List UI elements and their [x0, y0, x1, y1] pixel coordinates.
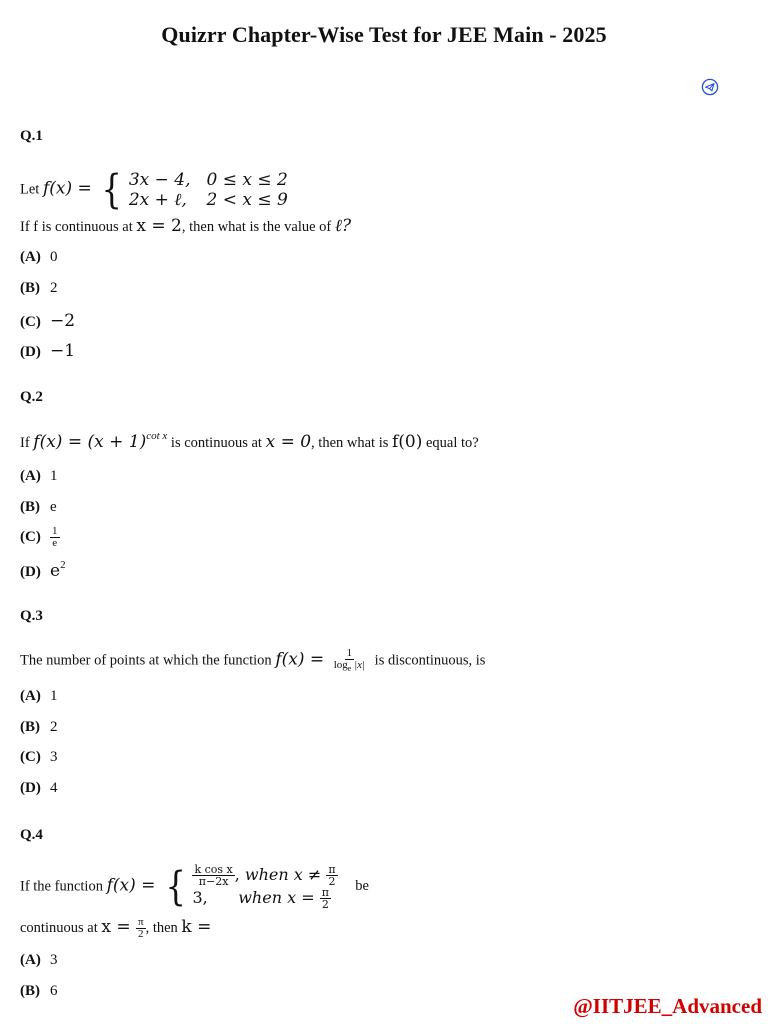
question-text: If $f(x) = (x + 1)^{cot x}$ is continuous at x = 0, then what is f(0) equal to? [20, 430, 479, 452]
brace-symbol: { [165, 864, 186, 910]
option[interactable]: (D) −1 [20, 341, 76, 361]
question-text: If the function f(x) = { $\frac{\text{k cos x}}{\pi-2x}$ , when x ≠ $\frac{\pi}{2}$ 3, when x = $\frac{\pi}{2}$ be [20, 863, 369, 911]
question-text: If f is continuous at x = 2, then what is the value of ℓ? [20, 216, 352, 236]
brace-symbol: { [101, 167, 123, 213]
option[interactable]: (D) 4 [20, 780, 58, 796]
option[interactable]: (B) e [20, 499, 57, 515]
telegram-send-icon[interactable] [701, 78, 719, 96]
question-text: The number of points at which the function f(x) = $\frac{1}{\log_e |x|}$ is discontinuous, is [20, 647, 486, 674]
option[interactable]: (C) 3 [20, 749, 58, 765]
question-text: continuous at x = $\frac{\pi}{2}$ , then k = [20, 916, 212, 941]
option[interactable]: (B) 2 [20, 719, 58, 735]
option[interactable]: (B) 2 [20, 280, 58, 296]
question-text: Let f(x) = { 3x − 4, 0 ≤ x ≤ 2 2x + ℓ, 2 < x ≤ 9 [20, 167, 288, 213]
option[interactable]: (D) $e^2$ [20, 559, 66, 581]
question-number: Q.3 [20, 608, 43, 624]
option[interactable]: (C) $\frac{1}{e}$ [20, 525, 58, 549]
option[interactable]: (C) −2 [20, 311, 76, 331]
option[interactable]: (B) 6 [20, 983, 58, 999]
page-title: Quizrr Chapter-Wise Test for JEE Main - 2025 [161, 22, 607, 47]
question-number: Q.4 [20, 827, 43, 843]
option[interactable]: (A) 1 [20, 688, 58, 704]
question-number: Q.1 [20, 128, 43, 144]
question-number: Q.2 [20, 389, 43, 405]
option[interactable]: (A) 0 [20, 249, 58, 265]
watermark-handle: @IITJEE_Advanced [573, 994, 762, 1018]
option[interactable]: (A) 1 [20, 468, 58, 484]
option[interactable]: (A) 3 [20, 952, 58, 968]
